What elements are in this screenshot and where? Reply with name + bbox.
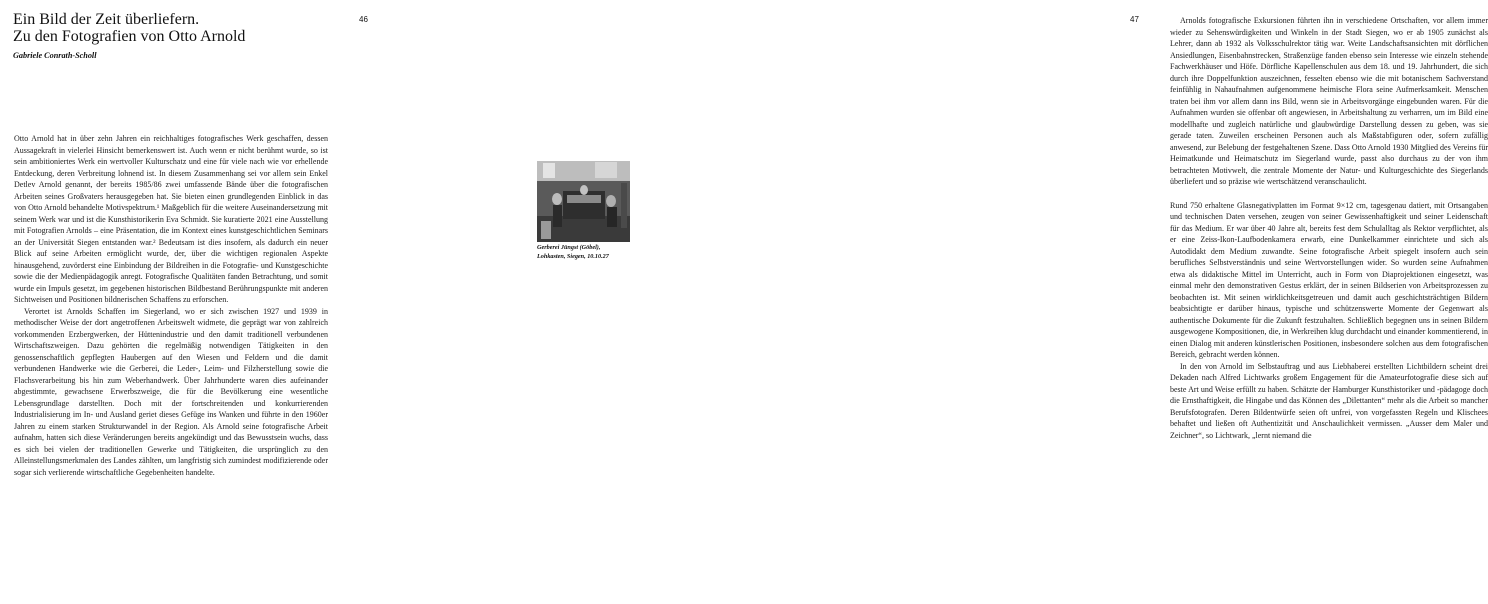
body-paragraph: Arnolds fotografische Exkursionen führten ihn in verschiedene Ortschaften, vor allem immer wieder zu Sehenswürdigkeiten und Winkeln in der Stadt Siegen, wo er ab 1905 zunächst als Lehrer, dann ab 1932 als Volksschulrektor tätig war. Weite Landschaftsansichten mit dörflichen Ansiedlungen, Eisenbahnstrecken, Straßenzüge fanden ebenso sein Interesse wie einzeln stehende Fachwerkhäuser und Höfe. Dörfliche Kapellenschulen aus dem 18. und 19. Jahrhundert, die sich durch ihre Doppelfunktion auszeichnen, fesselten ebenso wie die mit botanischem Sachverstand feinfühlig in Nahaufnahmen aufgenommene heimische Flora seine Aufmerksamkeit. Menschen traten bei ihm vor allem dann ins Bild, wenn sie in Arbeitsvorgänge eingebunden waren. Für die Aufnahmen wurden sie offenbar oft angewiesen, in Arbeitshaltung zu verharren, um im Bild eine modellhafte und zugleich natürliche und glaubwürdige Darstellung dessen zu geben, was sie gerade taten. Zuweilen erscheinen Personen auch als Maßstabfiguren oder, sofern zufällig anwesend, zur Belebung der festgehaltenen Szene. Dass Otto Arnold 1930 Mitglied des Vereins für Heimatkunde und Heimatschutz im Siegerland wurde, passt also durchaus zu der von ihm betrachteten Motivwelt, die zentrale Momente der Natur- und Kulturgeschichte des Siegerlands überliefert und so präzise wie wertschätzend veranschaulicht. [1170,16,1488,186]
right-page [500,0,1488,604]
body-paragraph: Verortet ist Arnolds Schaffen im Siegerland, wo er sich zwischen 1927 und 1939 in methodischer Weise der dort angetroffenen Arbeitswelt widmete, die geprägt war von zahlreich vorkommenden Erzbergwerken, der Hüttenindustrie und den damit traditionell verbundenen Wirtschaftszweigen. Dazu gehörten die regelmäßig notwendigen Tätigkeiten in den genossenschaftlich gepflegten Haubergen auf den Wiesen und Feldern und die damit verbundenen Handwerke wie die Gerberei, die Leder-, Leim- und Filzherstellung sowie die Flachsverarbeitung bis hin zum Weberhandwerk. Über Jahrhunderte waren dies aufeinander abgestimmte, gewachsene Erwerbszweige, die für die Bevölkerung eine wesentliche Lebensgrundlage darstellten. Doch mit der fortschreitenden und konkurrierenden Industrialisierung im In- und Ausland geriet dieses Gefüge ins Wanken und führte in den 1960er Jahren zu einem starken Strukturwandel in der Region. Als Arnold seine fotografische Arbeit aufnahm, hatten sich diese Veränderungen bereits angekündigt und das Bewusstsein wuchs, dass es sich bei vielen der traditionellen Gewerke und Tätigkeiten, die ursprünglich zu den Alleinstellungsmerkmalen des Landes zählten, um langfristig sich zumindest modifizierende oder sogar sich verlierende wirtschaftliche Gegebenheiten handelte. [14,306,328,477]
left-page [0,0,500,604]
photo-caption [537,244,647,261]
caption-line: Gerberei Jüngst (Göbel), [537,244,601,251]
body-column [14,133,328,478]
body-column [1170,15,1488,441]
body-paragraph: Rund 750 erhaltene Glasnegativplatten im Format 9×12 cm, tagesgenau datiert, mit Ortsangaben und technischen Daten versehen, zeugen von seiner Gewissenhaftigkeit und seiner Leidenschaft für das Medium. Er war über 40 Jahre alt, bereits fest dem Schulalltag als Rektor verpflichtet, als er eine Zeiss-Ikon-Laufbodenkamera erwarb, eine Dunkelkammer einrichtete und sich als Autodidakt dem Medium zuwandte. Seine fotografische Arbeit spiegelt insofern auch sein berufliches Selbstverständnis und seine Wertvorstellungen wider. So wurden seine Aufnahmen etwa als didaktische Mittel im Unterricht, auch in Form von Diaprojektionen eingesetzt, was einmal mehr den demonstrativen Gestus erklärt, der in seinen Bildserien von Arbeitsprozessen zu beobachten ist. Mit seinen wirklichkeitsgetreuen und damit auch geschichtsträchtigen Bildern beabsichtigte er darüber hinaus, typische und schützenswerte Momente der Gegenwart als authentische Dokumente für die Zukunft festzuhalten. Schließlich begegnen uns in seinen Bildern ausgewogene Kompositionen, die, in Werkreihen klug durchdacht und einander kommentierend, in einen Dialog mit anderen künstlerischen Positionen, insbesondere solchen aus dem fotografischen Bereich, gebracht werden können. [1170,200,1488,359]
title-line: Ein Bild der Zeit überliefern. [13,11,200,28]
author-byline: Gabriele Conrath-Scholl [13,51,97,60]
page-number: 46 [359,15,368,24]
article-title [13,11,245,45]
caption-line: Lohkasten, Siegen, 10.10.27 [537,252,609,260]
body-paragraph: In den von Arnold im Selbstauftrag und aus Liebhaberei erstellten Lichtbildern scheint drei Dekaden nach Alfred Lichtwarks großem Engagement für die Amateurfotografie diese sich auf beste Art und Weise erfüllt zu haben. Schätzte der Hamburger Kunsthistoriker und -pädagoge doch die Ernsthaftigkeit, die Hingabe und das Können des „Dilettanten“ mehr als die Arbeit so mancher Berufsfotografen. Deren Bildentwürfe seien oft unfrei, von vorgefassten Regeln und Klischees behaftet und ließen oft Authentizität und Anschaulichkeit vermissen. „Ausser dem Maler und Zeichner“, so Lichtwark, „lernt niemand die [1170,361,1488,440]
title-line: Zu den Fotografien von Otto Arnold [13,28,246,45]
page-number: 47 [1130,15,1139,24]
body-paragraph: Otto Arnold hat in über zehn Jahren ein reichhaltiges fotografisches Werk geschaffen, dessen Aussagekraft in vielerlei Hinsicht bemerkenswert ist. Auch wenn er nicht berühmt wurde, so ist sein ambitioniertes Werk ein wertvoller Kulturschatz und eine für viele nach wie vor erhellende Entdeckung, deren Verbreitung lohnend ist. In diesem Zusammenhang sei vor allem sein Enkel Detlev Arnold genannt, der bereits 1985/86 zwei umfassende Bände über die fotografischen Arbeiten seines Großvaters herausgegeben hat. Sie bieten einen grundlegenden Einblick in das von Otto Arnold behandelte Motivspektrum.¹ Maßgeblich für die weitere Auseinandersetzung mit seinem Werk war und ist die Kunsthistorikerin Eva Schmidt. Sie kuratierte 2021 eine Ausstellung mit Fotografien Arnolds – eine Präsentation, die im Kontext eines kunstgeschichtlichen Seminars an der Universität Siegen entstanden war.² Bedeutsam ist dies insofern, als dadurch ein neuer Blick auf seine Arbeiten ermöglicht wurde, der, über die wichtigen regionalen Aspekte hinausgehend, zuvörderst eine Einbindung der Bildreihen in die Fotografie- und Kunstgeschichte sowie die der Medienpädagogik anregt. Fotografische Qualitäten fanden Betrachtung, und somit wurde ein Impuls gesetzt, im gegebenen historischen Bildbestand Berührungspunkte mit anderen Sichtweisen und Positionen bildnerischen Schaffens zu erforschen. [14,134,328,304]
tannery-photograph [537,161,630,242]
